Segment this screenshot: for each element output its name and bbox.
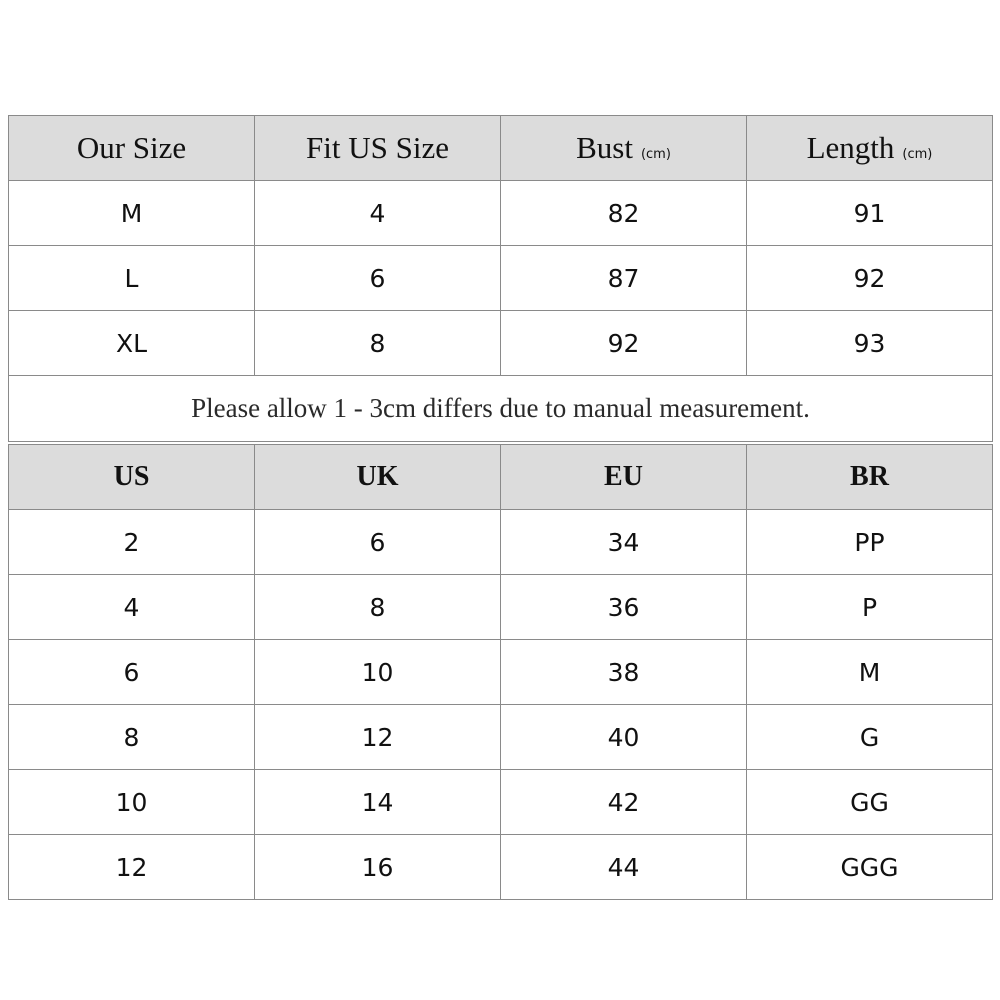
table-row	[9, 311, 993, 376]
cell-uk: 8	[255, 575, 501, 640]
table-row	[9, 835, 993, 900]
table-row	[9, 575, 993, 640]
table-row	[9, 510, 993, 575]
header-fit-us-size: Fit US Size	[255, 116, 501, 181]
cell-length: 92	[747, 246, 993, 311]
header-us: US	[9, 445, 255, 510]
cell-uk: 10	[255, 640, 501, 705]
cell-eu: 42	[501, 770, 747, 835]
size-chart-header-row	[9, 116, 993, 181]
cell-fit-us-size: 4	[255, 181, 501, 246]
table-row	[9, 640, 993, 705]
header-eu: EU	[501, 445, 747, 510]
cell-length: 93	[747, 311, 993, 376]
cell-br: M	[747, 640, 993, 705]
cell-fit-us-size: 6	[255, 246, 501, 311]
header-uk: UK	[255, 445, 501, 510]
cell-us: 2	[9, 510, 255, 575]
cell-br: PP	[747, 510, 993, 575]
conversion-header-row	[9, 445, 993, 510]
cell-us: 12	[9, 835, 255, 900]
cell-bust: 92	[501, 311, 747, 376]
cell-us: 8	[9, 705, 255, 770]
cell-our-size: XL	[9, 311, 255, 376]
cell-our-size: L	[9, 246, 255, 311]
cell-our-size: M	[9, 181, 255, 246]
table-row	[9, 705, 993, 770]
cell-uk: 6	[255, 510, 501, 575]
header-br: BR	[747, 445, 993, 510]
header-length: Length (cm)	[747, 116, 993, 181]
cell-br: GGG	[747, 835, 993, 900]
cell-eu: 34	[501, 510, 747, 575]
cell-br: P	[747, 575, 993, 640]
cell-eu: 44	[501, 835, 747, 900]
table-row	[9, 770, 993, 835]
cell-uk: 16	[255, 835, 501, 900]
cell-length: 91	[747, 181, 993, 246]
cell-fit-us-size: 8	[255, 311, 501, 376]
size-chart-table	[8, 115, 993, 442]
cell-br: GG	[747, 770, 993, 835]
header-our-size: Our Size	[9, 116, 255, 181]
cell-eu: 40	[501, 705, 747, 770]
cell-eu: 36	[501, 575, 747, 640]
cell-us: 6	[9, 640, 255, 705]
cell-bust: 87	[501, 246, 747, 311]
cell-br: G	[747, 705, 993, 770]
header-bust: Bust (cm)	[501, 116, 747, 181]
length-unit: (cm)	[902, 147, 933, 162]
cell-us: 10	[9, 770, 255, 835]
cell-eu: 38	[501, 640, 747, 705]
size-conversion-table	[8, 444, 993, 900]
measurement-note: Please allow 1 - 3cm differs due to manual measurement.	[9, 376, 993, 442]
table-row	[9, 181, 993, 246]
cell-uk: 14	[255, 770, 501, 835]
bust-unit: (cm)	[640, 147, 671, 162]
cell-us: 4	[9, 575, 255, 640]
cell-uk: 12	[255, 705, 501, 770]
cell-bust: 82	[501, 181, 747, 246]
table-row	[9, 246, 993, 311]
note-row	[9, 376, 993, 442]
